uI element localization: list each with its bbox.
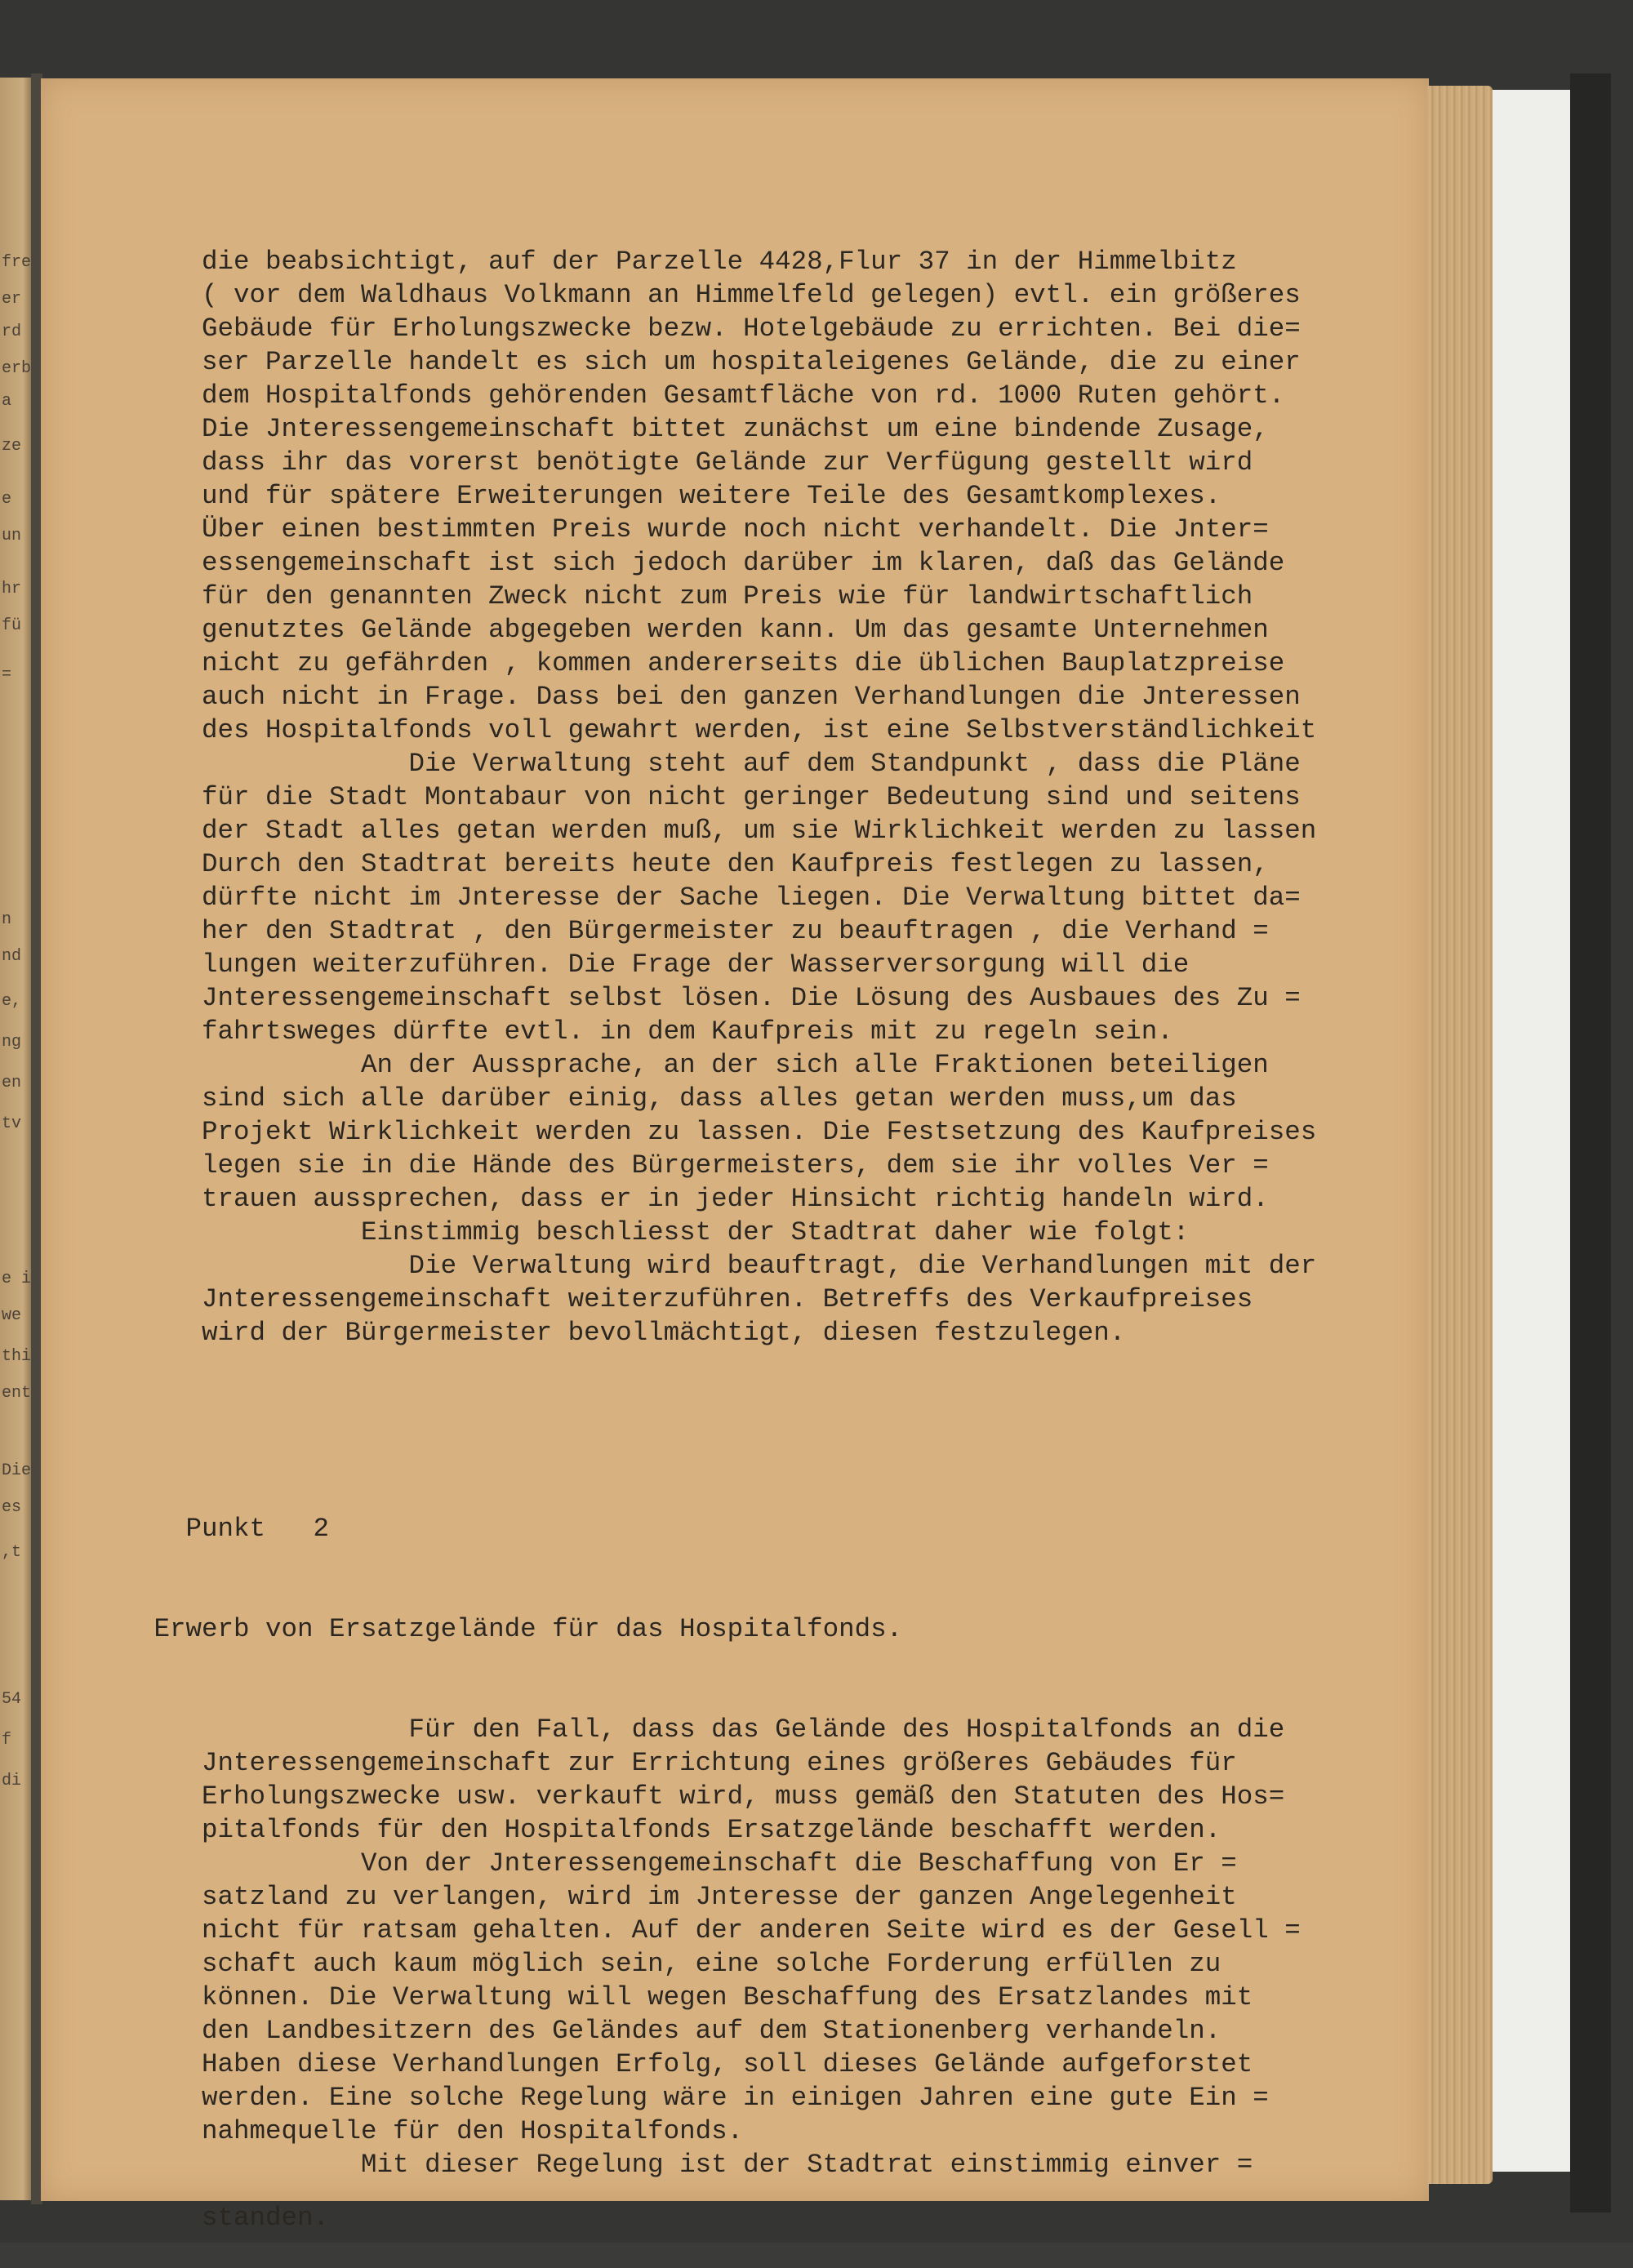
margin-fragment: tv bbox=[2, 1114, 22, 1133]
text-line: Gebäude für Erholungszwecke bezw. Hotelgebäude zu errichten. Bei die= bbox=[106, 314, 1301, 344]
margin-fragment: thi bbox=[2, 1347, 31, 1366]
margin-fragment: n bbox=[2, 910, 12, 929]
section-heading: Punkt 2 bbox=[106, 1514, 330, 1544]
text-line: standen. bbox=[106, 2203, 330, 2233]
margin-fragment: 54 bbox=[2, 1690, 22, 1709]
text-line: satzland zu verlangen, wird im Jnteresse der ganzen Angelegenheit bbox=[106, 1882, 1237, 1912]
margin-fragment: en bbox=[2, 1074, 22, 1092]
text-line: nahmequelle für den Hospitalfonds. bbox=[106, 2116, 744, 2146]
text-line: An der Aussprache, an der sich alle Fraktionen beteiligen bbox=[106, 1050, 1269, 1080]
margin-fragment: f bbox=[2, 1731, 12, 1750]
text-line: Die Verwaltung wird beauftragt, die Verhandlungen mit der bbox=[106, 1251, 1317, 1281]
text-line: Jnteressengemeinschaft zur Errichtung eines größeres Gebäudes für bbox=[106, 1748, 1237, 1778]
text-line: genutztes Gelände abgegeben werden kann. Um das gesamte Unternehmen bbox=[106, 615, 1269, 645]
text-line: Erholungszwecke usw. verkauft wird, muss gemäß den Statuten des Hos= bbox=[106, 1781, 1285, 1812]
margin-fragment: ng bbox=[2, 1033, 22, 1052]
scan-board-edge bbox=[1570, 73, 1611, 2212]
margin-fragment: fü bbox=[2, 616, 22, 635]
text-line: Die Verwaltung steht auf dem Standpunkt , dass die Pläne bbox=[106, 749, 1301, 779]
text-line: für die Stadt Montabaur von nicht geringer Bedeutung sind und seitens bbox=[106, 782, 1301, 812]
margin-fragment: e, bbox=[2, 992, 22, 1011]
previous-page-text-fragments bbox=[0, 78, 31, 2200]
text-line: dass ihr das vorerst benötigte Gelände zur Verfügung gestellt wird bbox=[106, 447, 1253, 478]
margin-fragment: ,t bbox=[2, 1543, 22, 1562]
page-stack-edges bbox=[1427, 86, 1493, 2184]
margin-fragment: we bbox=[2, 1306, 22, 1325]
text-line: Von der Jnteressengemeinschaft die Beschaffung von Er = bbox=[106, 1848, 1237, 1879]
white-backing-card bbox=[1493, 90, 1570, 2172]
margin-fragment: nd bbox=[2, 947, 22, 966]
text-line: für den genannten Zweck nicht zum Preis wie für landwirtschaftlich bbox=[106, 581, 1253, 611]
margin-fragment: es bbox=[2, 1498, 22, 1517]
text-line: auch nicht in Frage. Dass bei den ganzen Verhandlungen die Jnteressen bbox=[106, 682, 1301, 712]
text-line: fahrtsweges dürfte evtl. in dem Kaufpreis mit zu regeln sein. bbox=[106, 1016, 1173, 1047]
text-line: ( vor dem Waldhaus Volkmann an Himmelfeld gelegen) evtl. ein größeres bbox=[106, 280, 1301, 310]
margin-fragment: = bbox=[2, 665, 12, 684]
margin-fragment: di bbox=[2, 1772, 22, 1790]
text-line: können. Die Verwaltung will wegen Beschaffung des Ersatzlandes mit bbox=[106, 1982, 1253, 2012]
section-paragraphs bbox=[106, 1713, 1429, 2235]
margin-fragment: e i bbox=[2, 1270, 31, 1288]
margin-fragment: er bbox=[2, 290, 22, 309]
text-line: und für spätere Erweiterungen weitere Teile des Gesamtkomplexes. bbox=[106, 481, 1221, 511]
text-line: Über einen bestimmten Preis wurde noch nicht verhandelt. Die Jnter= bbox=[106, 514, 1269, 545]
text-line: werden. Eine solche Regelung wäre in einigen Jahren eine gute Ein = bbox=[106, 2083, 1269, 2113]
text-line: Jnteressengemeinschaft weiterzuführen. Betreffs des Verkaufpreises bbox=[106, 1284, 1253, 1314]
text-line: pitalfonds für den Hospitalfonds Ersatzgelände beschafft werden. bbox=[106, 1815, 1221, 1845]
text-line: essengemeinschaft ist sich jedoch darüber im klaren, daß das Gelände bbox=[106, 548, 1285, 578]
text-line: Die Jnteressengemeinschaft bittet zunächst um eine bindende Zusage, bbox=[106, 414, 1269, 444]
text-line: Jnteressengemeinschaft selbst lösen. Die Lösung des Ausbaues des Zu = bbox=[106, 983, 1301, 1013]
text-line: sind sich alle darüber einig, dass alles getan werden muss,um das bbox=[106, 1083, 1237, 1114]
margin-fragment: erb bbox=[2, 359, 31, 378]
text-line: legen sie in die Hände des Bürgermeisters, dem sie ihr volles Ver = bbox=[106, 1150, 1269, 1181]
text-line: des Hospitalfonds voll gewahrt werden, ist eine Selbstverständlichkeit bbox=[106, 715, 1317, 745]
text-line: dürfte nicht im Jnteresse der Sache liegen. Die Verwaltung bittet da= bbox=[106, 883, 1301, 913]
section-gap bbox=[106, 1416, 1429, 1445]
margin-fragment: fre bbox=[2, 253, 31, 272]
margin-fragment: ze bbox=[2, 437, 22, 456]
text-line: lungen weiterzuführen. Die Frage der Wasserversorgung will die bbox=[106, 949, 1190, 980]
text-line: wird der Bürgermeister bevollmächtigt, diesen festzulegen. bbox=[106, 1318, 1126, 1348]
text-line: Für den Fall, dass das Gelände des Hospitalfonds an die bbox=[106, 1714, 1285, 1745]
text-line: Haben diese Verhandlungen Erfolg, soll dieses Gelände aufgeforstet bbox=[106, 2049, 1253, 2079]
text-line: nicht zu gefährden , kommen andererseits die üblichen Bauplatzpreise bbox=[106, 648, 1285, 678]
text-line: nicht für ratsam gehalten. Auf der anderen Seite wird es der Gesell = bbox=[106, 1915, 1301, 1946]
main-paragraphs bbox=[106, 245, 1429, 1350]
text-line: Mit dieser Regelung ist der Stadtrat einstimmig einver = bbox=[106, 2150, 1253, 2180]
text-line: ser Parzelle handelt es sich um hospitaleigenes Gelände, die zu einer bbox=[106, 347, 1301, 377]
margin-fragment: hr bbox=[2, 580, 22, 598]
margin-fragment: Die bbox=[2, 1461, 31, 1480]
text-line: dem Hospitalfonds gehörenden Gesamtfläche von rd. 1000 Ruten gehört. bbox=[106, 380, 1285, 411]
margin-fragment: a bbox=[2, 392, 12, 411]
text-line: der Stadt alles getan werden muß, um sie Wirklichkeit werden zu lassen bbox=[106, 816, 1317, 846]
section-title: Erwerb von Ersatzgelände für das Hospitalfonds. bbox=[106, 1614, 903, 1644]
text-line: schaft auch kaum möglich sein, eine solche Forderung erfüllen zu bbox=[106, 1949, 1221, 1979]
margin-fragment: un bbox=[2, 527, 22, 545]
text-line: Projekt Wirklichkeit werden zu lassen. Die Festsetzung des Kaufpreises bbox=[106, 1117, 1317, 1147]
text-line: her den Stadtrat , den Bürgermeister zu beauftragen , die Verhand = bbox=[106, 916, 1269, 946]
margin-fragment: ent bbox=[2, 1384, 31, 1403]
text-line: die beabsichtigt, auf der Parzelle 4428,Flur 37 in der Himmelbitz bbox=[106, 247, 1237, 277]
margin-fragment: e bbox=[2, 490, 12, 509]
typewritten-text-block bbox=[106, 178, 1429, 2268]
margin-fragment: rd bbox=[2, 322, 22, 341]
text-line: trauen aussprechen, dass er in jeder Hinsicht richtig handeln wird. bbox=[106, 1184, 1269, 1214]
text-line: Einstimmig beschliesst der Stadtrat daher wie folgt: bbox=[106, 1217, 1190, 1247]
text-line: Durch den Stadtrat bereits heute den Kaufpreis festlegen zu lassen, bbox=[106, 849, 1269, 879]
text-line: den Landbesitzern des Geländes auf dem Stationenberg verhandeln. bbox=[106, 2016, 1221, 2046]
